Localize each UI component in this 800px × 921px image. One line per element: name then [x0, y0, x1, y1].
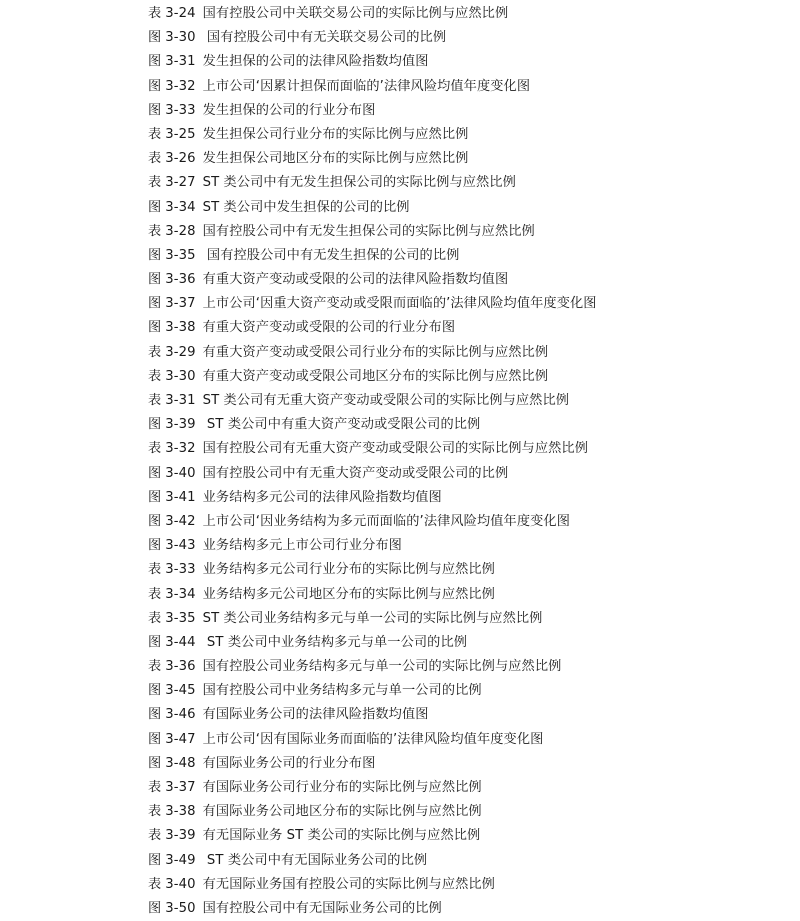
entry-title: 发生担保公司地区分布的实际比例与应然比例	[202, 151, 469, 167]
entry-title: 业务结构多元公司的法律风险指数均值图	[202, 489, 442, 505]
entry-kind: 表	[148, 876, 162, 892]
list-item	[148, 2, 788, 26]
list-item	[148, 365, 788, 389]
entry-number: 3-35	[165, 247, 196, 263]
list-item	[148, 824, 788, 848]
entry-title: 国有控股公司中有无发生担保公司的实际比例与应然比例	[202, 223, 535, 239]
entry-number: 3-33	[165, 102, 196, 118]
entry-number: 3-28	[165, 223, 196, 239]
entry-kind: 表	[148, 780, 162, 795]
list-item	[148, 196, 788, 220]
entry-kind: 图	[148, 731, 162, 747]
entry-title: ST 类公司中有无发生担保公司的实际比例与应然比例	[202, 175, 516, 191]
entry-title: 业务结构多元公司地区分布的实际比例与应然比例	[202, 586, 495, 602]
list-item	[148, 292, 788, 316]
entry-number: 3-49	[165, 852, 196, 868]
list-item	[148, 462, 788, 486]
entry-kind: 表	[148, 6, 162, 21]
entry-title: 有国际业务公司行业分布的实际比例与应然比例	[202, 780, 482, 795]
entry-number: 3-30	[165, 368, 196, 384]
entry-kind: 图	[148, 900, 162, 916]
entry-title: 国有控股公司中有无重大资产变动或受限公司的比例	[202, 465, 509, 481]
list-item	[148, 849, 788, 873]
entry-number: 3-43	[165, 538, 196, 554]
entry-title: ST 类公司中有无国际业务公司的比例	[202, 852, 428, 868]
entry-title: 国有控股公司中业务结构多元与单一公司的比例	[202, 683, 482, 699]
entry-kind: 图	[148, 634, 162, 650]
entry-title: 有国际业务公司的法律风险指数均值图	[202, 707, 429, 723]
entry-kind: 图	[148, 54, 162, 70]
entry-number: 3-34	[165, 586, 196, 602]
entry-kind: 图	[148, 513, 162, 529]
list-item	[148, 220, 788, 244]
list-item	[148, 389, 788, 413]
list-item	[148, 75, 788, 99]
entry-kind: 图	[148, 465, 162, 481]
entry-title: 国有控股公司中关联交易公司的实际比例与应然比例	[202, 6, 509, 21]
list-item	[148, 26, 788, 50]
list-item	[148, 244, 788, 268]
entry-number: 3-36	[165, 659, 196, 675]
entry-number: 3-42	[165, 513, 196, 529]
entry-kind: 图	[148, 489, 162, 505]
entry-kind: 图	[148, 102, 162, 118]
list-item	[148, 268, 788, 292]
entry-number: 3-41	[165, 489, 196, 505]
entry-number: 3-32	[165, 78, 196, 94]
list-item	[148, 655, 788, 679]
entry-number: 3-39	[165, 828, 196, 844]
entry-number: 3-29	[165, 344, 196, 360]
list-item	[148, 437, 788, 461]
entry-title: 有重大资产变动或受限的公司的行业分布图	[202, 320, 456, 336]
entry-kind: 图	[148, 538, 162, 554]
entry-number: 3-45	[165, 683, 196, 699]
entry-kind: 表	[148, 610, 162, 626]
entry-kind: 表	[148, 223, 162, 239]
entry-title: 国有控股公司中有无发生担保的公司的比例	[202, 247, 460, 263]
list-item	[148, 752, 788, 776]
list-item	[148, 510, 788, 534]
entry-kind: 图	[148, 417, 162, 433]
entry-title: 发生担保的公司的行业分布图	[202, 102, 376, 118]
list-item	[148, 897, 788, 921]
entry-title: 有重大资产变动或受限公司行业分布的实际比例与应然比例	[202, 344, 549, 360]
entry-title: 有重大资产变动或受限公司地区分布的实际比例与应然比例	[202, 368, 549, 384]
entry-kind: 图	[148, 683, 162, 699]
entry-kind: 表	[148, 126, 162, 142]
entry-number: 3-46	[165, 707, 196, 723]
figure-table-list	[148, 2, 788, 921]
entry-title: ST 类公司有无重大资产变动或受限公司的实际比例与应然比例	[202, 393, 570, 408]
entry-kind: 图	[148, 78, 162, 94]
entry-number: 3-44	[165, 634, 196, 650]
entry-number: 3-24	[165, 6, 196, 21]
entry-number: 3-34	[165, 199, 196, 215]
entry-title: 有无国际业务国有控股公司的实际比例与应然比例	[202, 876, 495, 892]
entry-title: 国有控股公司业务结构多元与单一公司的实际比例与应然比例	[202, 659, 562, 675]
entry-kind: 表	[148, 175, 162, 191]
list-item	[148, 873, 788, 897]
list-item	[148, 631, 788, 655]
list-item	[148, 607, 788, 631]
entry-kind: 表	[148, 441, 162, 457]
entry-kind: 图	[148, 30, 162, 46]
list-item	[148, 413, 788, 437]
list-item	[148, 679, 788, 703]
list-item	[148, 486, 788, 510]
entry-kind: 图	[148, 296, 162, 312]
entry-number: 3-32	[165, 441, 196, 457]
list-item	[148, 800, 788, 824]
entry-number: 3-37	[165, 296, 196, 312]
entry-title: 上市公司‘因有国际业务而面临的’法律风险均值年度变化图	[202, 731, 544, 747]
entry-kind: 表	[148, 586, 162, 602]
entry-title: 有国际业务公司的行业分布图	[202, 755, 376, 771]
list-item	[148, 99, 788, 123]
list-item	[148, 123, 788, 147]
entry-title: 业务结构多元公司行业分布的实际比例与应然比例	[202, 562, 495, 578]
entry-title: ST 类公司业务结构多元与单一公司的实际比例与应然比例	[202, 610, 543, 626]
entry-title: 上市公司‘因重大资产变动或受限而面临的’法律风险均值年度变化图	[202, 296, 597, 312]
entry-kind: 图	[148, 199, 162, 215]
entry-kind: 表	[148, 368, 162, 384]
list-item	[148, 341, 788, 365]
entry-number: 3-25	[165, 126, 196, 142]
entry-number: 3-40	[165, 465, 196, 481]
entry-kind: 图	[148, 755, 162, 771]
entry-kind: 图	[148, 852, 162, 868]
entry-number: 3-47	[165, 731, 196, 747]
entry-kind: 表	[148, 344, 162, 360]
entry-number: 3-30	[165, 30, 196, 46]
list-item	[148, 171, 788, 195]
list-item	[148, 776, 788, 800]
entry-title: 发生担保的公司的法律风险指数均值图	[202, 54, 429, 70]
entry-number: 3-39	[165, 417, 196, 433]
entry-number: 3-50	[165, 900, 196, 916]
entry-title: 有无国际业务 ST 类公司的实际比例与应然比例	[202, 828, 481, 844]
entry-kind: 表	[148, 562, 162, 578]
entry-kind: 图	[148, 247, 162, 263]
entry-number: 3-40	[165, 876, 196, 892]
entry-title: 上市公司‘因累计担保而面临的’法律风险均值年度变化图	[202, 78, 531, 94]
list-item	[148, 703, 788, 727]
entry-title: 有国际业务公司地区分布的实际比例与应然比例	[202, 804, 482, 820]
entry-number: 3-38	[165, 320, 196, 336]
entry-kind: 图	[148, 707, 162, 723]
entry-title: 国有控股公司有无重大资产变动或受限公司的实际比例与应然比例	[202, 441, 588, 457]
entry-number: 3-27	[165, 175, 196, 191]
entry-kind: 表	[148, 828, 162, 844]
list-item	[148, 558, 788, 582]
entry-title: ST 类公司中发生担保的公司的比例	[202, 199, 410, 215]
entry-title: 发生担保公司行业分布的实际比例与应然比例	[202, 126, 469, 142]
list-item	[148, 147, 788, 171]
list-item	[148, 50, 788, 74]
entry-title: 上市公司‘因业务结构为多元而面临的’法律风险均值年度变化图	[202, 513, 570, 529]
entry-title: 国有控股公司中有无关联交易公司的比例	[202, 30, 447, 46]
entry-kind: 图	[148, 320, 162, 336]
entry-number: 3-26	[165, 151, 196, 167]
entry-title: 有重大资产变动或受限的公司的法律风险指数均值图	[202, 272, 509, 288]
entry-title: 业务结构多元上市公司行业分布图	[202, 538, 402, 554]
entry-number: 3-37	[165, 780, 196, 795]
entry-number: 3-31	[165, 393, 196, 408]
entry-number: 3-33	[165, 562, 196, 578]
entry-kind: 图	[148, 272, 162, 288]
entry-number: 3-38	[165, 804, 196, 820]
entry-number: 3-48	[165, 755, 196, 771]
entry-kind: 表	[148, 393, 162, 408]
entry-title: 国有控股公司中有无国际业务公司的比例	[202, 900, 442, 916]
list-item	[148, 534, 788, 558]
entry-number: 3-35	[165, 610, 196, 626]
entry-number: 3-36	[165, 272, 196, 288]
entry-number: 3-31	[165, 54, 196, 70]
list-item	[148, 583, 788, 607]
list-item	[148, 728, 788, 752]
entry-kind: 表	[148, 804, 162, 820]
entry-title: ST 类公司中有重大资产变动或受限公司的比例	[202, 417, 481, 433]
entry-kind: 表	[148, 151, 162, 167]
entry-title: ST 类公司中业务结构多元与单一公司的比例	[202, 634, 468, 650]
list-item	[148, 316, 788, 340]
entry-kind: 表	[148, 659, 162, 675]
